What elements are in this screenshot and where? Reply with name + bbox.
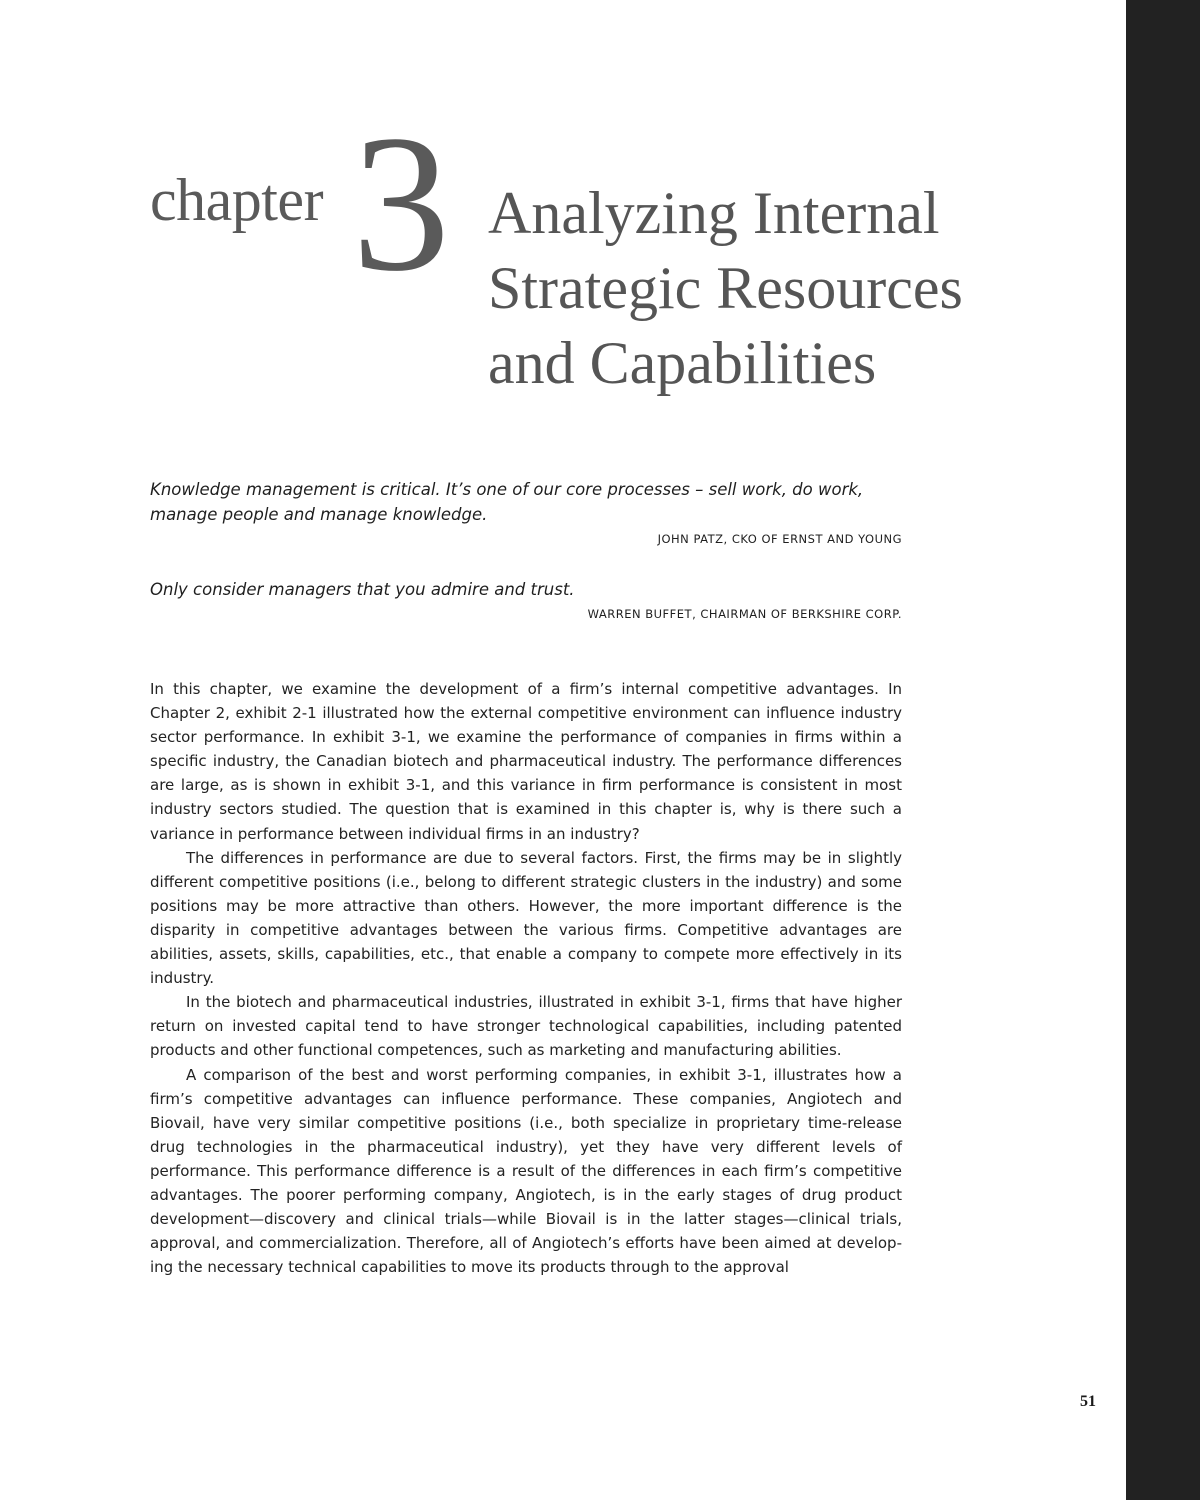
body-text [150,677,902,1279]
chapter-title-line: Analyzing Internal [488,180,940,246]
epigraph-source: JOHN PATZ, CKO OF ERNST AND YOUNG [657,532,902,546]
body-paragraph: In the biotech and pharmaceutical industries, illustrated in exhibit 3-1, firms that have higher return on invested capital tend to have stronger technological capabilities, including patented products and other functional competences, such as marketing and manufacturing abilities. [150,993,902,1060]
page-number: 51 [1080,1393,1096,1410]
body-paragraph: The differences in performance are due to several factors. First, the firms may be in slightly different competitive positions (i.e., belong to different strategic clusters in the industry) and some positions may be more attractive than others. However, the more important difference is the disparity in competitive advantages between the various firms. Competitive advantages are abilities, assets, skills, capabilities, etc., that enable a company to compete more effectively in its industry. [150,848,902,988]
chapter-label: chapter [150,167,324,233]
epigraph-text: Only consider managers that you admire and trust. [150,580,575,599]
chapter-title [488,176,1048,401]
chapter-title-line: and Capabilities [488,330,877,396]
epigraph [150,577,902,622]
body-paragraph: A comparison of the best and worst performing companies, in exhibit 3-1, illustrates how a firm’s competitive advantages can influence performance. These companies, Angiotech and Biovail, have very similar competitive positions (i.e., both specialize in proprietary time-release drug technologies in the pharmaceutical industry), yet they have very different levels of performance. This performance difference is a result of the differences in each firm’s competitive advantages. The poorer performing company, Angiotech, is in the early stages of drug product development—discovery and clinical trials—while Biovail is in the latter stages—clinical trials, approval, and commercialization. Therefore, all of Angiotech’s efforts have been aimed at developing the necessary technical capabilities to move its products through to the approval [150,1065,902,1277]
epigraph-text: Knowledge management is critical. It’s one of our core processes – sell work, do work, manage people and manage knowledge. [150,480,864,524]
epigraph [150,477,902,547]
page-edge-bar [1126,0,1200,1500]
chapter-title-line: Strategic Resources [488,255,963,321]
body-paragraph: In this chapter, we examine the development of a firm’s internal competitive advantages. In Chapter 2, exhibit 2-1 illustrated how the external competitive environment can influence industry sector performance. In exhibit 3-1, we examine the performance of companies in firms within a specific industry, the Canadian biotech and pharmaceutical industry. The performance differences are large, as is shown in exhibit 3-1, and this variance in firm performance is consistent in most industry sectors studied. The question that is examined in this chapter is, why is there such a variance in performance between individual firms in an industry? [150,680,902,843]
epigraph-source: WARREN BUFFET, CHAIRMAN OF BERKSHIRE CORP. [587,607,902,621]
chapter-number: 3 [352,95,450,312]
